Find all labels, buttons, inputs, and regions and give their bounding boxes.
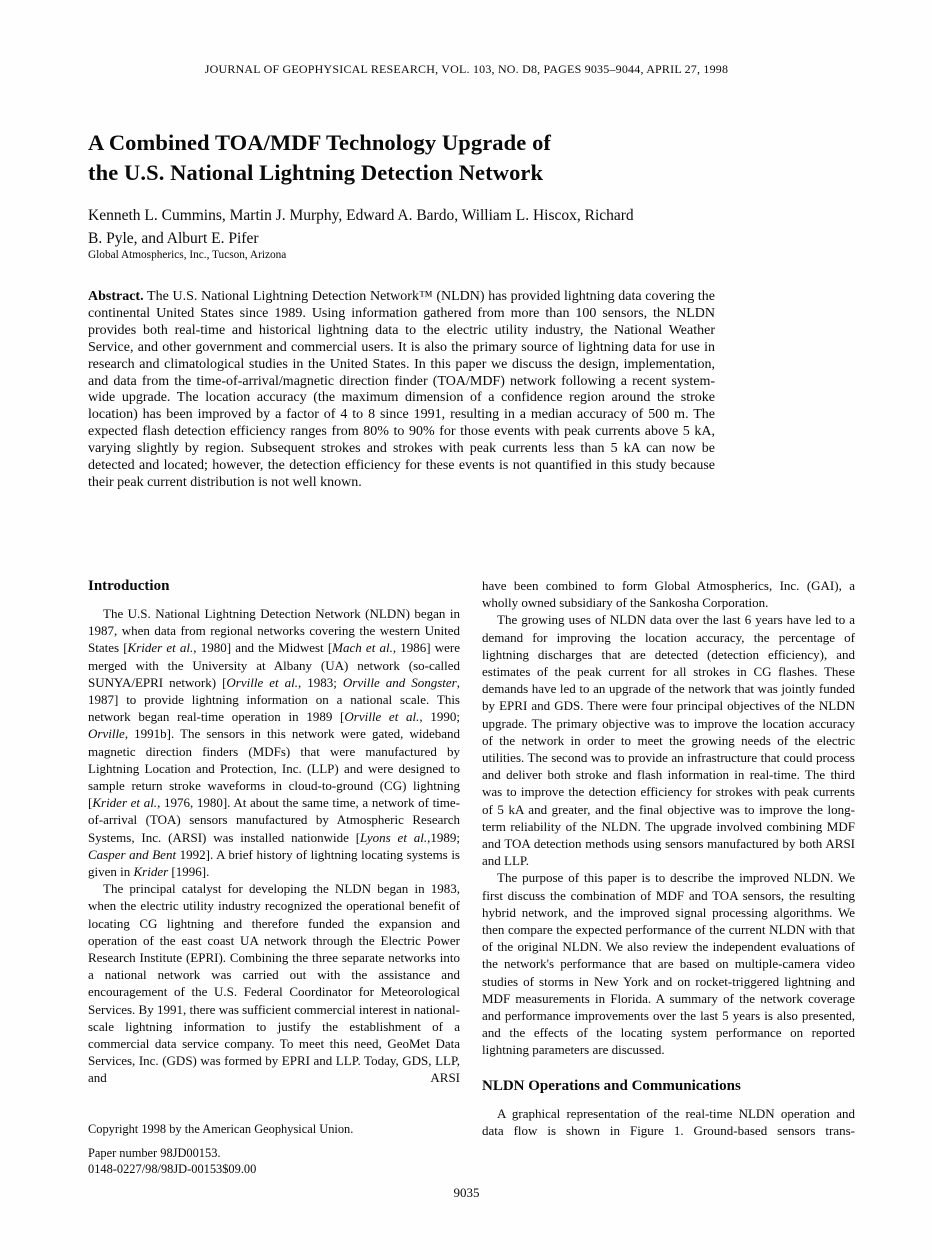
section-heading-introduction: Introduction (88, 578, 170, 594)
paper-title-line-2: the U.S. National Lightning Detection Network (88, 160, 544, 185)
paper-title (88, 128, 808, 188)
introduction-paragraph-4: The purpose of this paper is to describe the improved NLDN. We first discuss the combination of MDF and TOA sensors, the resulting hybrid network, and the improved signal processing algorithms. We then compare the expected performance of the current NLDN with that of the original NLDN. We also review the independent evaluations of the network's performance that are based on multiple-camera video studies of storms in New York and on rocket-triggered lightning and MDF measurements in Florida. A summary of the network coverage and performance improvements over the last 5 years is also presented, and the effects of the locating system performance on reported lightning parameters are discussed. (482, 870, 855, 1058)
issn-price-line: 0148-0227/98/98JD-00153$09.00 (88, 1161, 257, 1176)
introduction-paragraph-2-continued: have been combined to form Global Atmospherics, Inc. (GAI), a wholly owned subsidiary of the Sankosha Corporation. (482, 578, 855, 611)
introduction-paragraph-1: The U.S. National Lightning Detection Network (NLDN) began in 1987, when data from regional networks covering the western United States [Krider et al., 1980] and the Midwest [Mach et al., 1986] were merged with the University at Albany (UA) network (so-called SUNYA/EPRI network) [Orville et al., 1983; Orville and Songster, 1987] to provide lightning information on a national scale. This network began real-time operation in 1989 [Orville et al., 1990; Orville, 1991b]. The sensors in this network were gated, wideband magnetic direction finders (MDFs) that were manufactured by Lightning Location and Protection, Inc. (LLP) and were designed to sample return stroke waveforms in cloud-to-ground (CG) lightning [Krider et al., 1976, 1980]. At about the same time, a network of time-of-arrival (TOA) sensors manufactured by Atmospheric Research Systems, Inc. (ARSI) was installed nationwide [Lyons et al.,1989; Casper and Bent 1992]. A brief history of lightning locating systems is given in Krider [1996]. (88, 606, 461, 880)
introduction-paragraph-3: The growing uses of NLDN data over the last 6 years have led to a demand for improving the location accuracy, the percentage of lightning discharges that are detected (detection efficiency), and estimates of the peak current for all strokes in CG flashes. These demands have led to an upgrade of the network that was jointly funded by EPRI and GDS. There were four principal objectives of the NLDN upgrade. The primary objective was to improve the location accuracy of the network in order to meet the growing needs of the electric utilities. The second was to provide an infrastructure that could process and deliver both stroke and flash information in real-time. The third was to improve the detection efficiency for strokes with peak currents of 5 kA and greater, and the final objective was to improve the long-term reliability of the NLDN. The upgrade involved combining MDF and TOA detection methods using sensors manufactured by both ARSI and LLP. (482, 612, 855, 869)
journal-header-line: JOURNAL OF GEOPHYSICAL RESEARCH, VOL. 103, NO. D8, PAGES 9035–9044, APRIL 27, 1998 (204, 62, 729, 76)
right-column (482, 577, 855, 1139)
author-list (88, 205, 818, 250)
two-column-body (88, 577, 855, 1139)
author-list-line-2: B. Pyle, and Alburt E. Pifer (88, 229, 259, 247)
author-list-line-1: Kenneth L. Cummins, Martin J. Murphy, Edward A. Bardo, William L. Hiscox, Richard (88, 207, 634, 224)
operations-paragraph-1: A graphical representation of the real-time NLDN operation and data flow is shown in Figure 1. Ground-based sensors trans- (482, 1105, 855, 1138)
abstract-label: Abstract. (88, 289, 144, 304)
paper-number-line: Paper number 98JD00153. (88, 1146, 221, 1160)
left-column (88, 577, 460, 1139)
page-number: 9035 (453, 1185, 480, 1200)
introduction-paragraph-2: The principal catalyst for developing the NLDN began in 1983, when the electric utility industry recognized the operational benefit of locating CG lightning and therefore funded the expansion and operation of the east coast UA network through the Electric Power Research Institute (EPRI). Combining the three separate networks into a national network was carried out with the assistance and encouragement of the U.S. Federal Coordinator for Meteorological Services. By 1991, there was sufficient commercial interest in national-scale lightning information to justify the establishment of a commercial data service company. To meet this need, GeoMet Data Services, Inc. (GDS) was formed by EPRI and LLP. Today, GDS, LLP, and ARSI (88, 881, 460, 1086)
copyright-block (88, 1121, 460, 1177)
copyright-line: Copyright 1998 by the American Geophysical Union. (88, 1122, 354, 1136)
abstract-section (88, 289, 715, 492)
author-affiliation: Global Atmospherics, Inc., Tucson, Arizona (88, 249, 287, 261)
abstract-text: The U.S. National Lightning Detection Network™ (NLDN) has provided lightning data covering the continental United States since 1989. Using information gathered from more than 100 sensors, the NLDN provides both real-time and historical lightning data to the electric utility industry, the National Weather Service, and other government and commercial users. It is also the primary source of lightning data for use in research and climatological studies in the United States. In this paper we discuss the design, implementation, and data from the time-of-arrival/magnetic direction finder (TOA/MDF) network following a recent system-wide upgrade. The location accuracy (the maximum dimension of a confidence region around the stroke location) has been improved by a factor of 4 to 8 since 1991, resulting in a median accuracy of 500 m. The expected flash detection efficiency ranges from 80% to 90% for those events with peak currents above 5 kA, varying slightly by region. Subsequent strokes and strokes with peak currents less than 5 kA can now be detected and located; however, the detection efficiency for these events is not quantified in this study because their peak current distribution is not well known. (88, 289, 716, 490)
section-heading-nldn-operations: NLDN Operations and Communications (482, 1077, 741, 1094)
paper-title-line-1: A Combined TOA/MDF Technology Upgrade of (88, 130, 552, 155)
